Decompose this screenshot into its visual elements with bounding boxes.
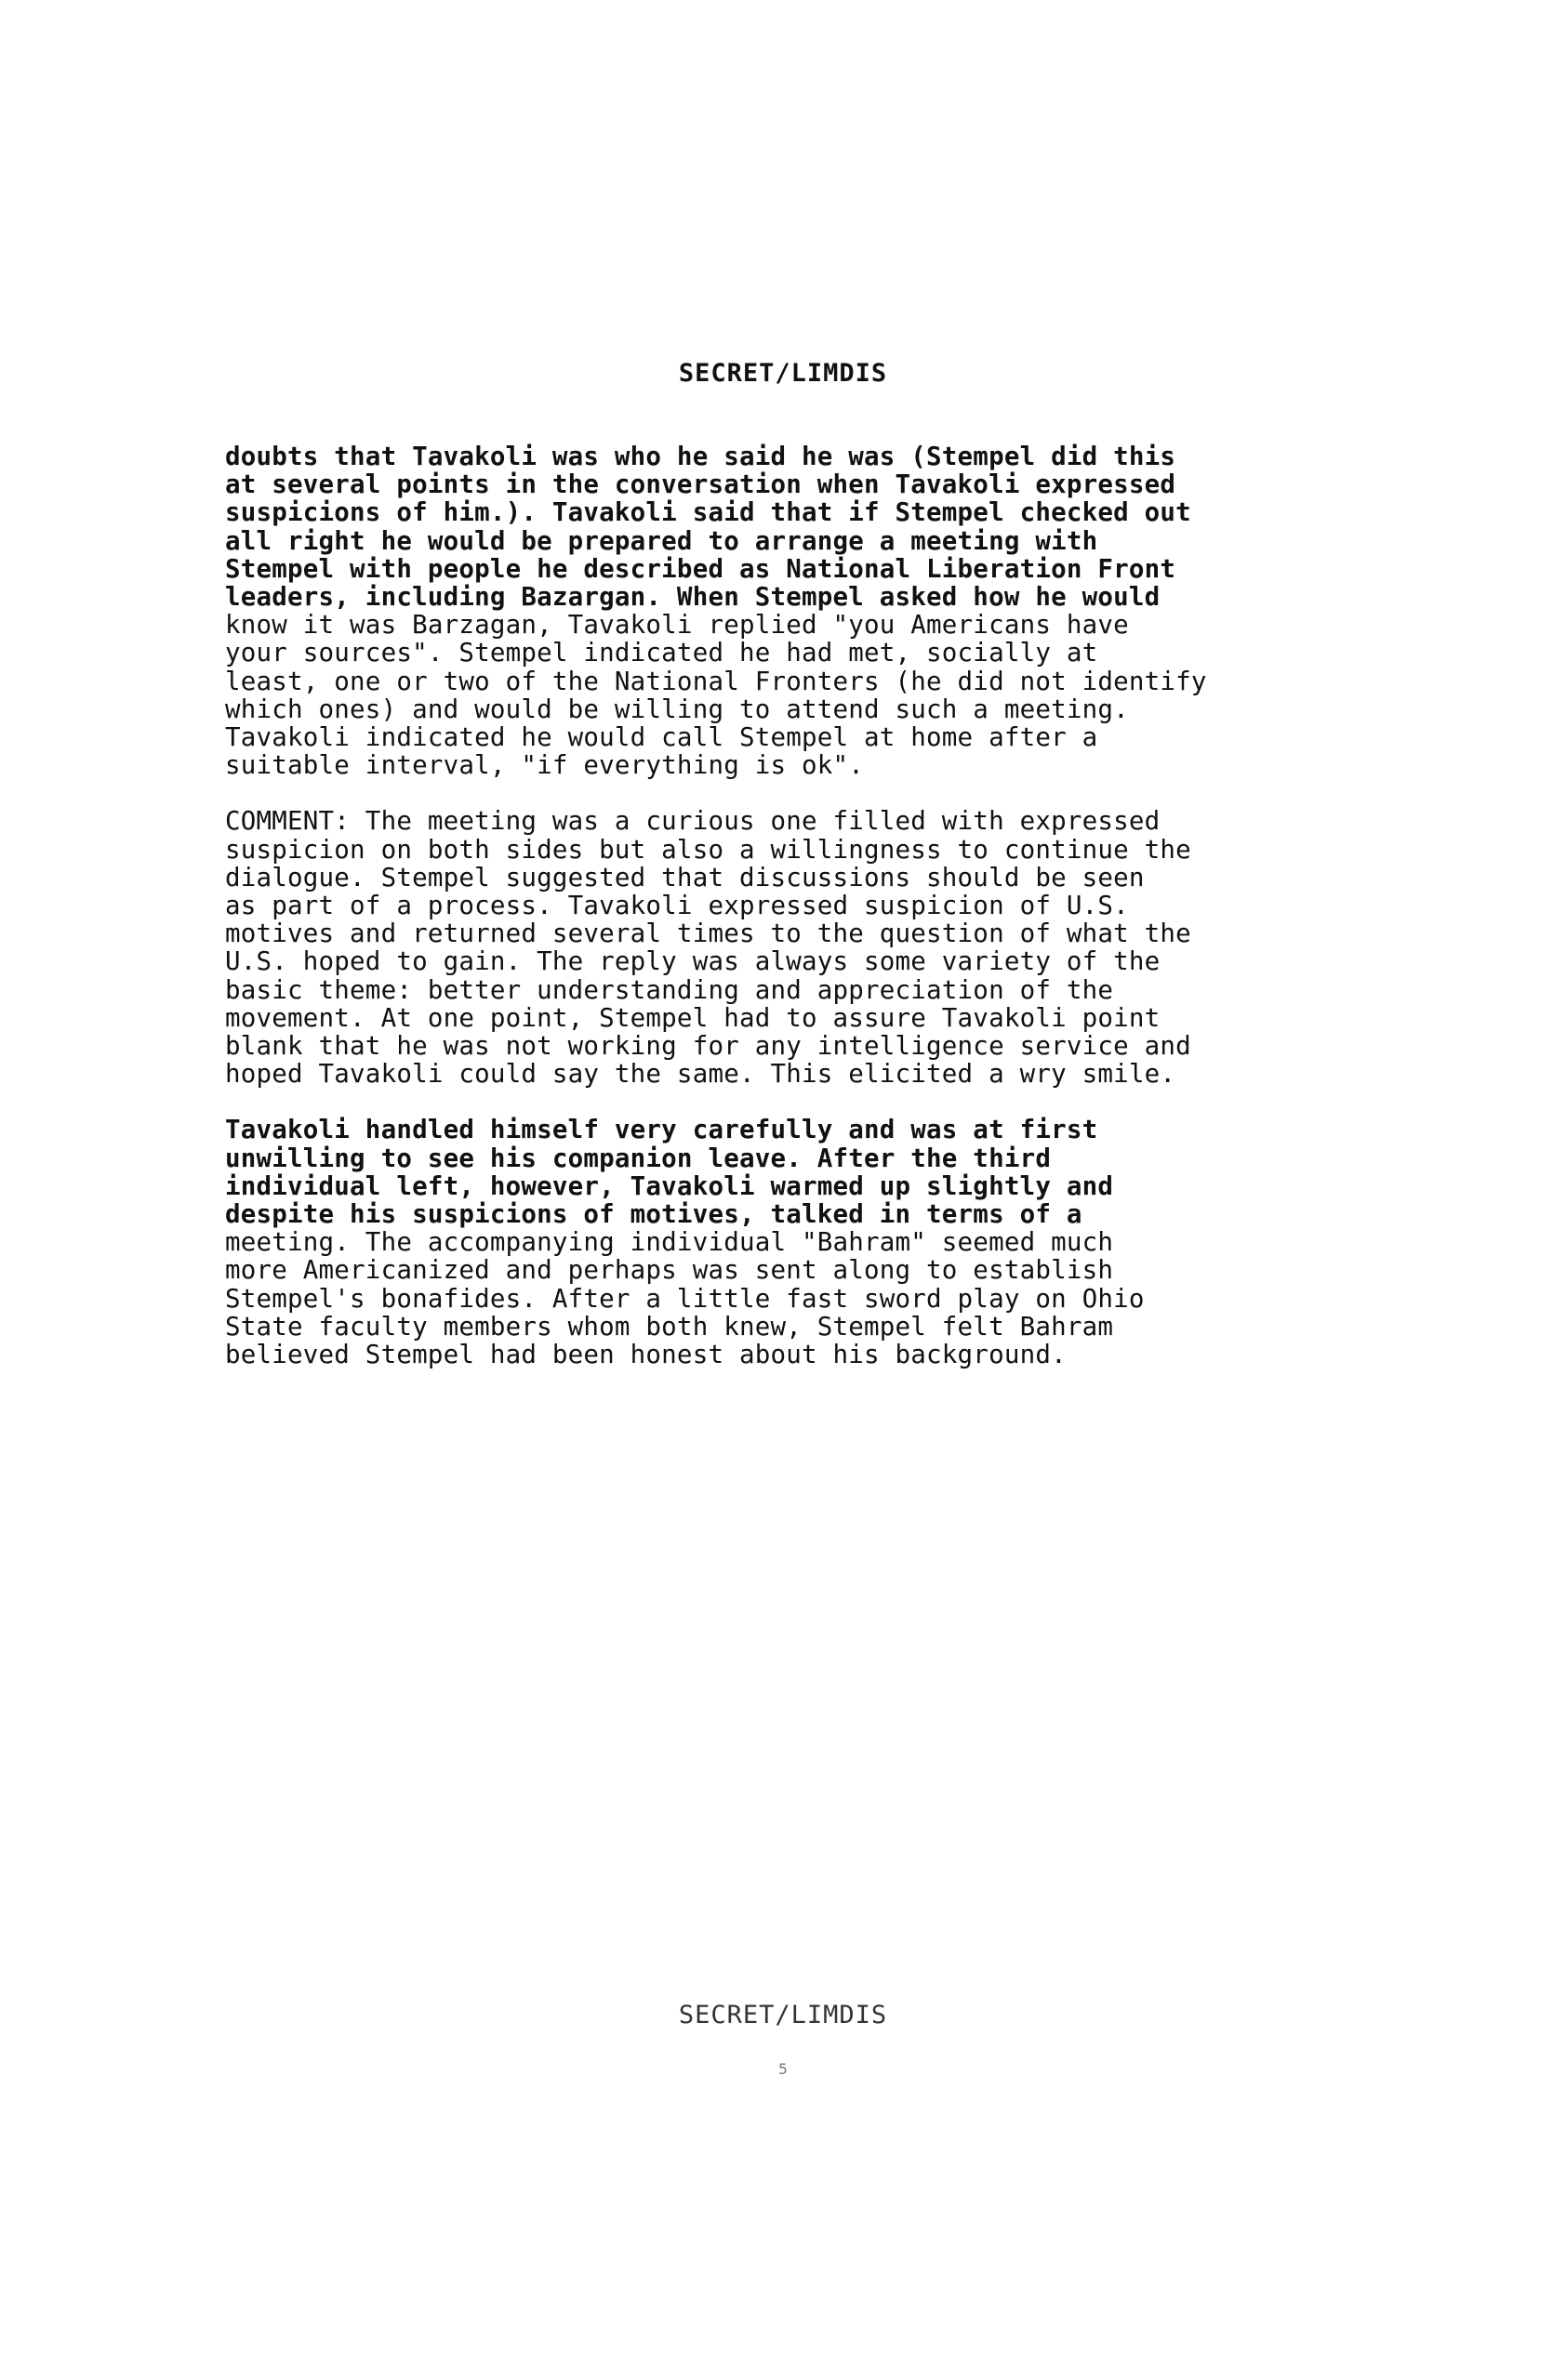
text-line: hoped Tavakoli could say the same. This elicited a wry smile.	[225, 1059, 1176, 1090]
text-line: believed Stempel had been honest about his background.	[225, 1340, 1067, 1370]
paragraph-meeting-account	[225, 443, 1360, 779]
text-line: despite his suspicions of motives, talked in terms of a	[225, 1199, 1082, 1230]
text-line: movement. At one point, Stempel had to assure Tavakoli point	[225, 1002, 1161, 1033]
text-line: suspicions of him.). Tavakoli said that if Stempel checked out	[225, 497, 1191, 528]
text-line: which ones) and would be willing to attend such a meeting.	[225, 694, 1129, 724]
document-body	[225, 443, 1360, 1396]
text-line: unwilling to see his companion leave. After the third	[225, 1143, 1052, 1173]
text-line: all right he would be prepared to arrange a meeting with	[225, 525, 1098, 556]
paragraph-tavakoli-conduct	[225, 1116, 1360, 1368]
text-line: leaders, including Bazargan. When Stempel asked how he would	[225, 582, 1161, 613]
text-line: motives and returned several times to the question of what the	[225, 919, 1191, 949]
text-line: individual left, however, Tavakoli warmed up slightly and	[225, 1170, 1114, 1201]
footer-classification-marking: SECRET/LIMDIS	[678, 2001, 888, 2030]
text-line: least, one or two of the National Fronters (he did not identify	[225, 666, 1207, 696]
text-line: State faculty members whom both knew, Stempel felt Bahram	[225, 1311, 1114, 1342]
text-line: dialogue. Stempel suggested that discussions should be seen	[225, 862, 1145, 892]
text-line: basic theme: better understanding and appreciation of the	[225, 974, 1114, 1005]
header-classification-marking: SECRET/LIMDIS	[678, 359, 888, 388]
text-line: U.S. hoped to gain. The reply was always some variety of the	[225, 946, 1161, 977]
text-line: as part of a process. Tavakoli expressed suspicion of U.S.	[225, 891, 1129, 921]
text-line: know it was Barzagan, Tavakoli replied "you Americans have	[225, 610, 1129, 641]
text-line: at several points in the conversation when Tavakoli expressed	[225, 469, 1176, 500]
text-line: Tavakoli indicated he would call Stempel at home after a	[225, 722, 1098, 753]
text-line: suspicion on both sides but also a willingness to continue the	[225, 834, 1191, 865]
text-line: suitable interval, "if everything is ok".	[225, 750, 865, 781]
text-line: Tavakoli handled himself very carefully and was at first	[225, 1115, 1098, 1145]
text-line: Stempel's bonafides. After a little fast sword play on Ohio	[225, 1283, 1145, 1314]
text-line: your sources". Stempel indicated he had met, socially at	[225, 638, 1098, 668]
text-line: meeting. The accompanying individual "Bahram" seemed much	[225, 1227, 1114, 1258]
paragraph-comment	[225, 807, 1360, 1088]
text-line: doubts that Tavakoli was who he said he was (Stempel did this	[225, 442, 1176, 471]
text-line: more Americanized and perhaps was sent along to establish	[225, 1255, 1114, 1286]
text-line: blank that he was not working for any intelligence service and	[225, 1031, 1191, 1062]
text-line: Stempel with people he described as National Liberation Front	[225, 553, 1176, 584]
page-number: 5	[778, 2060, 788, 2078]
text-line: COMMENT: The meeting was a curious one filled with expressed	[225, 806, 1161, 837]
